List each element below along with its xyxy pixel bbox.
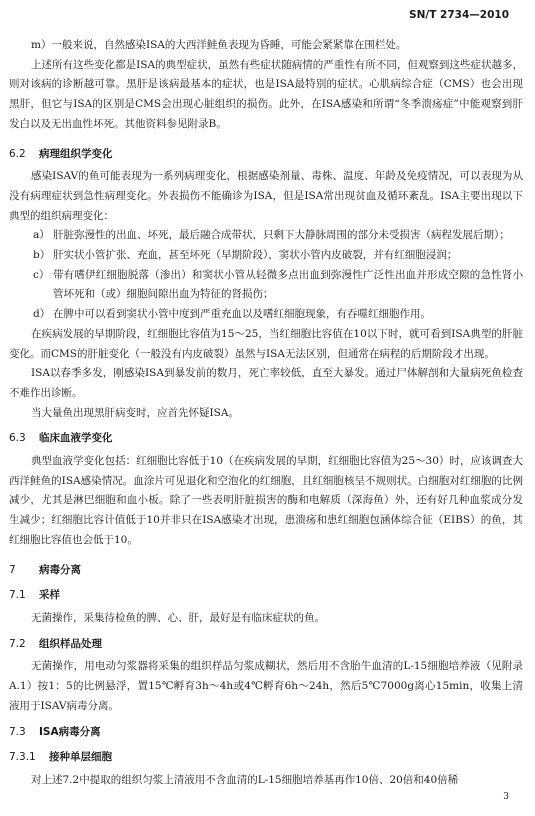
- section-heading-7: [9, 561, 523, 581]
- paragraph: ISA以春季多发，刚感染ISA到暴发前的数月，死亡率较低，直至大暴发。通过尸体解剖和大量病死鱼检查不难作出诊断。: [9, 367, 523, 399]
- list-marker: b）: [33, 249, 51, 262]
- section-title: 接种单层细胞: [49, 751, 112, 764]
- section-heading-7-2: [9, 635, 523, 655]
- paragraph: 典型血液学变化包括：红细胞比容低于10（在疾病发展的早期，红细胞比容值为25～30）时，应该调查大西洋鲑鱼的ISA感染情况。血涂片可见退化和空泡化的红细胞，且红细胞核呈不规则状。白细胞对红细胞的比例减少，尤其是淋巴细胞和血小板。除了一些表明肝脏损害的酶和电解质（深海鱼）外，还有好几种血浆成分发生减少；红细胞比容计值低于10并非只在ISA感染才出现，患溃疡和患红细胞包涵体综合征（EIBS）的鱼，其红细胞比容值也会低于10。: [9, 455, 523, 546]
- section-number: 7: [9, 563, 16, 576]
- section-number: 7.3.1: [9, 751, 36, 764]
- section-heading-7-3-1: [9, 748, 523, 768]
- list-text: 肝脏弥漫性的出血、坏死，最后融合成带状，只剩下大静脉周围的部分未受损害（病程发展后期）；: [53, 229, 510, 242]
- section-title: 组织样品处理: [39, 637, 102, 650]
- paragraph: 感染ISAV的鱼可能表现为一系列病理变化，根据感染剂量、毒株、温度、年龄及免疫情况，可以表现为从没有病理症状到急性病理变化。外表损伤不能确诊为ISA，但是ISA常出现贫血及循环紊乱。ISA主要出现以下典型的组织病理变化：: [9, 170, 523, 222]
- list-marker: a）: [33, 229, 50, 242]
- section-title: 临床血液学变化: [39, 432, 113, 445]
- list-item-m: m）一般来说，自然感染ISA的大西洋鲑鱼表现为昏睡，可能会紧紧靠在围栏处。: [31, 39, 407, 51]
- section-title: 病理组织学变化: [39, 147, 113, 160]
- paragraph: 在疾病发展的早期阶段，红细胞比容值为15～25，当红细胞比容值在10以下时，就可看到ISA典型的肝脏变化。而CMS的肝脏变化（一般没有内皮破裂）虽然与ISA无法区别，但通常在病程的后期阶段才出现。: [9, 327, 523, 360]
- paragraph: 无菌操作，采集待检鱼的脾、心、肝，最好是有临床症状的鱼。: [31, 611, 325, 624]
- list-item: [9, 266, 523, 305]
- section-number: 7.2: [9, 637, 26, 650]
- list-text: 带有嗜伊红细胞脱落（渗出）和窦状小管从轻微多点出血到弥漫性广泛性出血并形成空隙的急性肾小管坏死和（或）细胞间隙出血为特征的肾损伤；: [53, 268, 523, 301]
- section-heading-6-3: [9, 429, 523, 449]
- section-number: 7.3: [9, 725, 26, 738]
- section-title: 病毒分离: [39, 563, 81, 576]
- section-number: 7.1: [9, 589, 26, 602]
- list-item: [9, 305, 523, 325]
- standard-code: SN/T 2734—2010: [409, 9, 509, 21]
- section-title: 采样: [39, 589, 60, 602]
- list-text: 肝实状小管扩张、充血，甚至坏死（早期阶段），窦状小管内皮破裂，并有红细胞浸润；: [53, 249, 458, 262]
- list-marker: d）: [33, 308, 51, 321]
- document-body: [9, 36, 523, 791]
- section-heading-7-3: [9, 723, 523, 743]
- paragraph: 无菌操作，用电动匀浆器将采集的组织样品匀浆成糊状，然后用不含胎牛血清的L-15细胞培养液（见附录A.1）按1：5的比例悬浮，置15℃孵育3h～4h或4℃孵育6h～24h，然后5℃7000g离心15min，收集上清液用于ISAV病毒分离。: [9, 660, 523, 712]
- section-heading-7-1: [9, 586, 523, 606]
- list-item: [9, 246, 523, 266]
- section-number: 6.2: [9, 147, 26, 160]
- section-heading-6-2: [9, 145, 523, 165]
- list-item: [9, 226, 523, 246]
- list-text: 在脾中可以看到窦状小管中度到严重充血以及嗜红细胞现象，有吞噬红细胞作用。: [53, 308, 431, 321]
- paragraph: 当大量鱼出现黑肝病变时，应首先怀疑ISA。: [31, 406, 239, 419]
- paragraph: 上述所有这些变化都是ISA的典型症状，虽然有些症状随病情的严重性有所不同，但观察到这些症状越多，则对该病的诊断越可靠。黑肝是该病最基本的症状，也是ISA最特别的症状。心肌病综合症（CMS）也会出现黑肝，但它与ISA的区别是CMS会出现心脏组织的损伤。此外，在ISA感染和所谓“冬季溃疡症”中能观察到肝发白以及无出血性坏死。其他资料参见附录B。: [9, 58, 523, 130]
- list-marker: c）: [33, 268, 50, 281]
- section-title: ISA病毒分离: [39, 725, 101, 738]
- paragraph: 对上述7.2中提取的组织匀浆上清液用不含血清的L-15细胞培养基再作10倍、20倍和40倍稀: [31, 773, 459, 786]
- section-number: 6.3: [9, 432, 26, 445]
- page-number: 3: [503, 792, 509, 802]
